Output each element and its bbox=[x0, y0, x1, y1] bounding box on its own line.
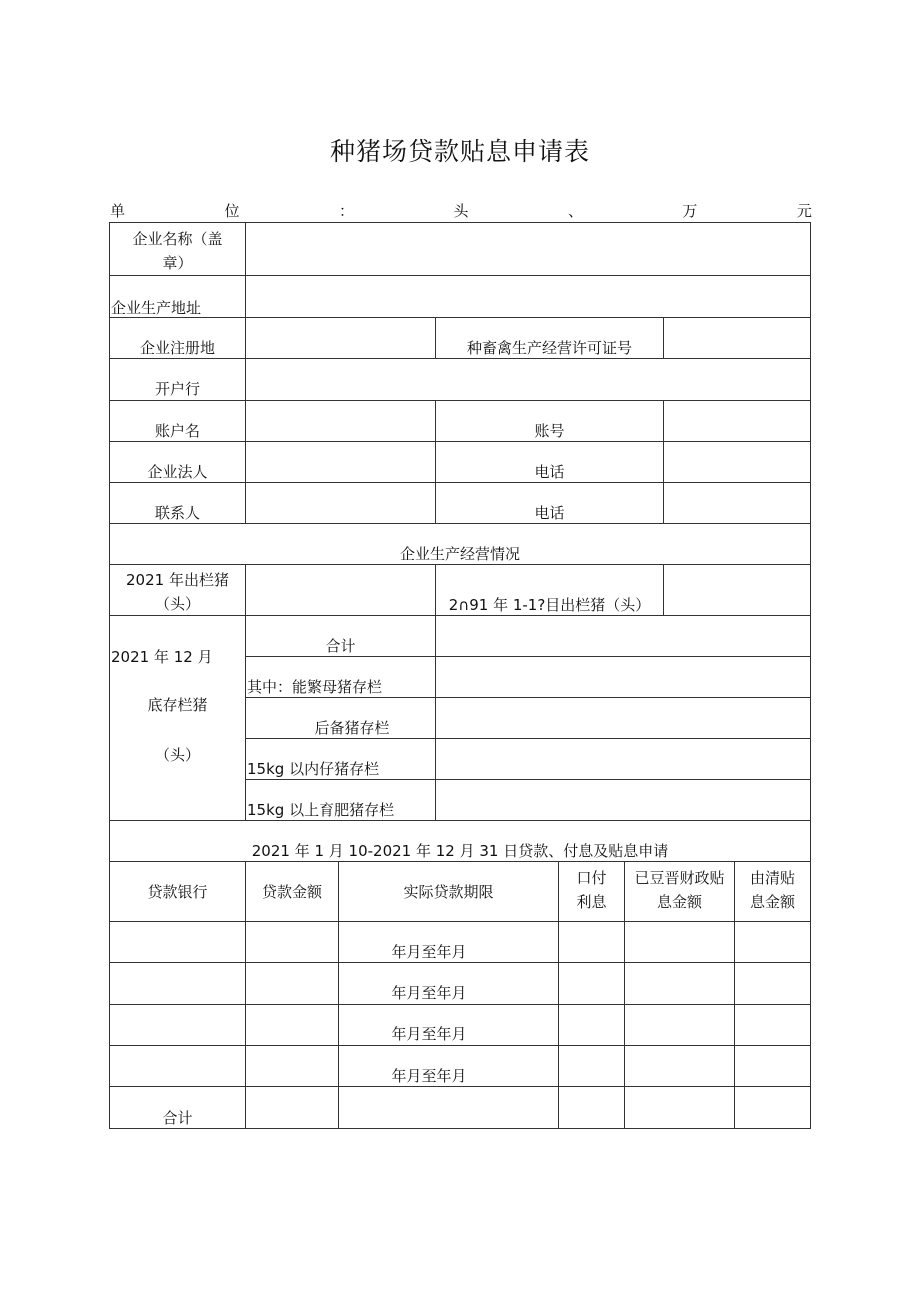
account-number-label: 账号 bbox=[534, 422, 565, 440]
page-title: 种猪场贷款贴息申请表 bbox=[329, 137, 590, 166]
grid-line bbox=[663, 400, 664, 524]
loan-period-row: 年月至年月 bbox=[391, 943, 467, 961]
interest-paid-line2: 利息 bbox=[576, 893, 607, 911]
unit-char: 、 bbox=[567, 202, 583, 220]
grid-line bbox=[245, 222, 246, 524]
stock-label-line1: 2021 年 12 月 bbox=[111, 648, 213, 666]
apply-subsidy-line2: 息金额 bbox=[749, 893, 795, 911]
loan-bank-header: 贷款银行 bbox=[147, 883, 208, 901]
contact-label: 联系人 bbox=[154, 504, 200, 522]
unit-char: 头 bbox=[453, 202, 469, 220]
grid-line bbox=[109, 222, 811, 223]
phone-label: 电话 bbox=[534, 463, 565, 481]
grid-line bbox=[109, 820, 811, 821]
apply-subsidy-header bbox=[735, 866, 810, 914]
loan-amount-header: 贷款金额 bbox=[261, 883, 322, 901]
loan-section-header: 2021 年 1 月 10-2021 年 12 月 31 日贷款、付息及贴息申请 bbox=[251, 842, 669, 860]
breeding-sows-label: 其中：能繁母猪存栏 bbox=[247, 678, 383, 696]
company-name-label-line2: 章） bbox=[162, 254, 193, 272]
reserve-pigs-label: 后备猪存栏 bbox=[314, 719, 390, 737]
interest-paid-header bbox=[559, 866, 624, 914]
finance-subsidy-line1: 已豆晋财政贴 bbox=[634, 869, 725, 887]
interest-paid-line1: 口付 bbox=[576, 869, 607, 887]
grid-line bbox=[109, 275, 811, 276]
finance-subsidy-header bbox=[625, 866, 734, 914]
grid-line bbox=[109, 921, 811, 922]
pigs-sold-2021-line1: 2021 年出栏猪 bbox=[126, 571, 229, 589]
unit-char: 位 bbox=[224, 202, 240, 220]
loan-period-row: 年月至年月 bbox=[391, 984, 467, 1002]
apply-subsidy-line1: 由清贴 bbox=[749, 869, 795, 887]
unit-char: 单 bbox=[110, 202, 126, 220]
pigs-sold-2091-label: 2∩91 年 1-1?目出栏猪（头） bbox=[448, 596, 651, 614]
account-name-label: 账户名 bbox=[154, 422, 200, 440]
stock-label-line2: 底存栏猪 bbox=[147, 696, 208, 714]
loan-period-row: 年月至年月 bbox=[391, 1025, 467, 1043]
company-name-label bbox=[110, 227, 245, 275]
bank-label: 开户行 bbox=[154, 380, 200, 398]
pigs-sold-2021-label bbox=[110, 568, 245, 616]
company-name-label-line1: 企业名称（盖 bbox=[132, 230, 223, 248]
grid-line bbox=[663, 564, 664, 615]
grid-line bbox=[663, 317, 664, 358]
grid-line bbox=[245, 564, 246, 820]
contact-phone-label: 电话 bbox=[534, 504, 565, 522]
license-number-label: 种畜禽生产经营许可证号 bbox=[466, 339, 632, 357]
stock-label-line3: （头） bbox=[154, 746, 200, 764]
unit-char: 万 bbox=[682, 202, 698, 220]
legal-person-label: 企业法人 bbox=[147, 463, 208, 481]
loan-period-row: 年月至年月 bbox=[391, 1067, 467, 1085]
loan-period-header: 实际贷款期限 bbox=[403, 883, 494, 901]
stock-total-label: 合计 bbox=[325, 637, 356, 655]
registered-address-label: 企业注册地 bbox=[139, 339, 215, 357]
pigs-sold-2021-line2: （头） bbox=[154, 595, 200, 613]
loan-total-label: 合计 bbox=[162, 1109, 193, 1127]
piglets-label: 15kg 以内仔猪存栏 bbox=[247, 760, 380, 778]
finance-subsidy-line2: 息金额 bbox=[656, 893, 702, 911]
unit-char: 元 bbox=[796, 202, 812, 220]
section-production-header: 企业生产经营情况 bbox=[399, 545, 520, 563]
grid-line bbox=[109, 317, 811, 318]
production-address-label: 企业生产地址 bbox=[111, 299, 202, 317]
fattening-pigs-label: 15kg 以上育肥猪存栏 bbox=[247, 801, 395, 819]
unit-char: ： bbox=[338, 202, 354, 220]
